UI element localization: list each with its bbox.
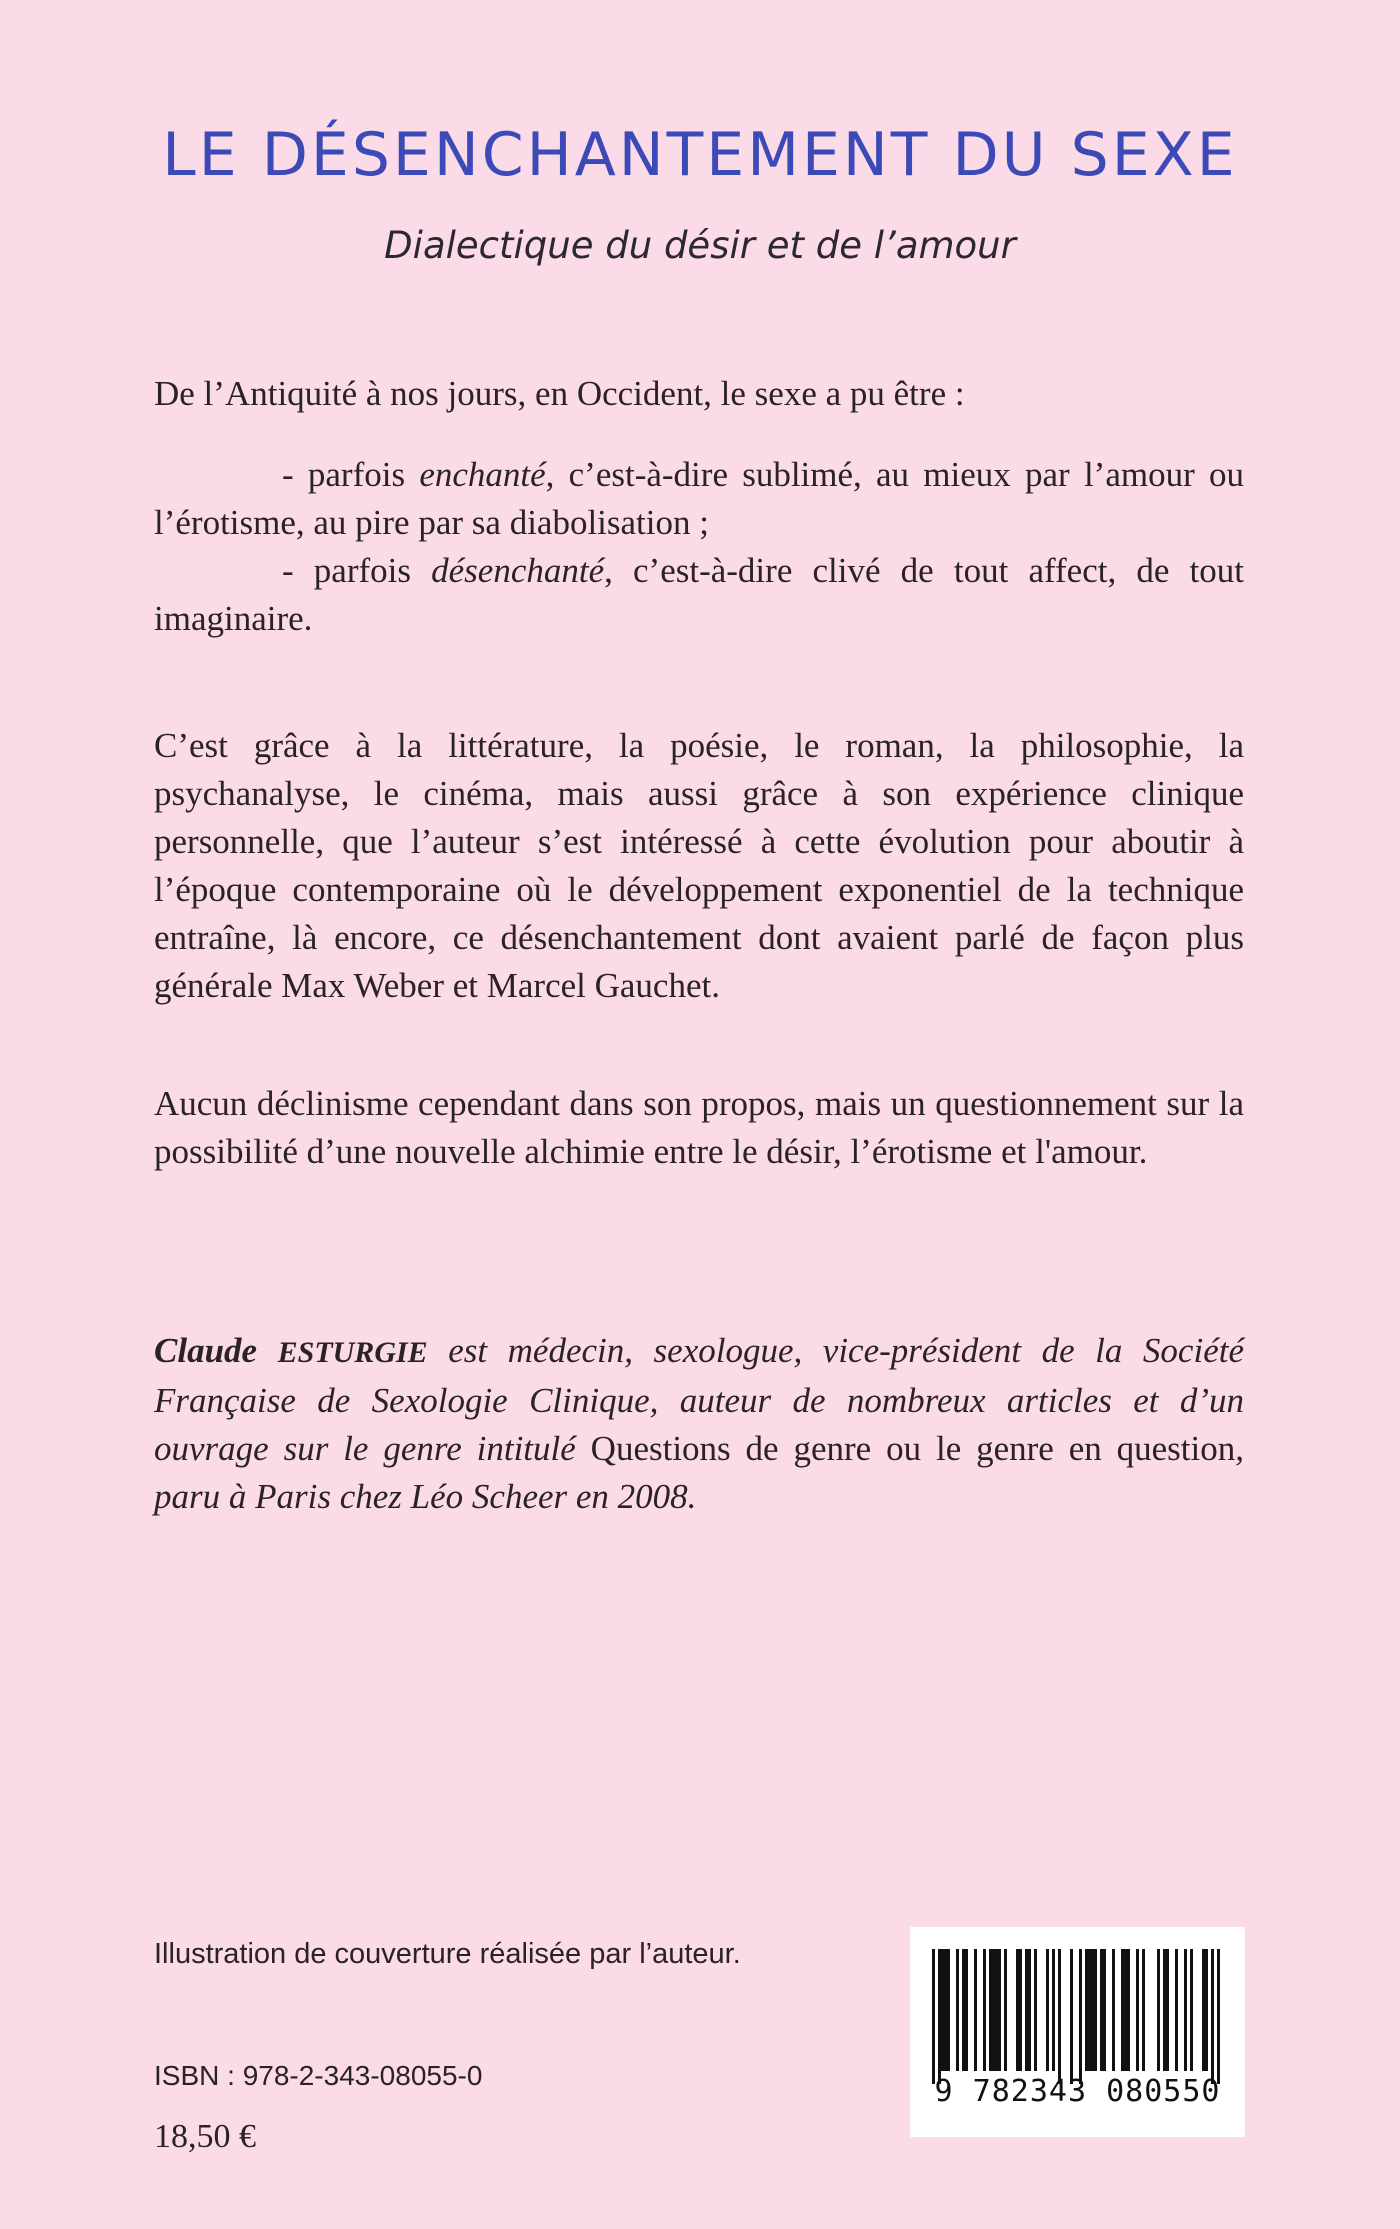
barcode-bar <box>962 1949 968 2071</box>
barcode-bar <box>1079 1949 1082 2084</box>
intro-block <box>154 370 1244 643</box>
barcode-bar <box>1058 1949 1061 2084</box>
barcode-bar <box>1016 1949 1022 2071</box>
barcode-bar <box>1121 1949 1130 2071</box>
barcode-bar <box>1034 1949 1037 2071</box>
barcode-bar <box>938 1949 941 2084</box>
barcode <box>910 1927 1245 2137</box>
barcode-bar <box>932 1949 935 2084</box>
illustration-credit: Illustration de couverture réalisée par l’auteur. <box>154 1938 741 1970</box>
barcode-bar <box>1142 1949 1145 2071</box>
barcode-bar <box>989 1949 1001 2071</box>
book-subtitle: Dialectique du désir et de l’amour <box>384 224 1016 267</box>
barcode-bar <box>983 1949 986 2071</box>
price: 18,50 € <box>154 2118 256 2155</box>
intro-lead: De l’Antiquité à nos jours, en Occident, le sexe a pu être : <box>154 374 965 413</box>
book-title: LE DÉSENCHANTEMENT DU SEXE <box>162 120 1238 190</box>
author-first-name: Claude <box>154 1331 278 1370</box>
intro-item-desenchante <box>154 547 1244 643</box>
barcode-bar <box>1046 1949 1049 2071</box>
barcode-bar <box>1085 1949 1097 2071</box>
item-text: , c’est-à-dire sublimé, au mieux par l’amour ou l’érotisme, au pire par sa diabolisation ; <box>154 455 1244 542</box>
barcode-bar <box>1157 1949 1160 2071</box>
paragraph-conclusion <box>154 1080 1244 1176</box>
barcode-bar <box>1190 1949 1193 2071</box>
barcode-bar <box>941 1949 950 2071</box>
barcode-bar <box>1112 1949 1115 2071</box>
author-bio <box>154 1327 1244 1521</box>
item-prefix: - parfois <box>282 551 432 590</box>
barcode-bar <box>1100 1949 1106 2071</box>
item-prefix: - parfois <box>282 455 420 494</box>
bio-text-part1: est médecin, sexologue, vice-président de la Société Française de Sexologie Clinique, auteur de nombreux articles et d’un ouvrage sur le genre intitulé <box>154 1331 1244 1468</box>
barcode-bar <box>974 1949 977 2071</box>
bio-text-part2: , paru à Paris chez Léo Scheer en 2008. <box>154 1429 1244 1516</box>
barcode-bar <box>956 1949 959 2071</box>
barcode-bar <box>1070 1949 1073 2084</box>
barcode-bar <box>1025 1949 1031 2071</box>
paragraph-text: C’est grâce à la littérature, la poésie, le roman, la philosophie, la psychanalyse, le cinéma, mais aussi grâce à son expérience clinique personnelle, que l’auteur s’est intéressé à cette évolution pour aboutir à l’époque contemporaine où le développement exponentiel de la technique entraîne, là encore, ce désenchantement dont avaient parlé de façon plus générale Max Weber et Marcel Gauchet. <box>154 726 1244 1005</box>
barcode-bar <box>1175 1949 1178 2071</box>
item-emphasis: enchanté <box>419 455 546 494</box>
barcode-bar <box>1136 1949 1139 2071</box>
item-emphasis: désenchanté <box>431 551 605 590</box>
bio-book-title: Questions de genre ou le genre en question <box>590 1429 1236 1468</box>
barcode-bar <box>1202 1949 1208 2071</box>
barcode-bar <box>1184 1949 1187 2071</box>
barcode-digits: 9 782343 080550 <box>934 2074 1221 2109</box>
barcode-bar <box>1052 1949 1055 2071</box>
paragraph-sources <box>154 722 1244 1010</box>
barcode-bar <box>1217 1949 1220 2084</box>
author-last-name: ESTURGIE <box>277 1336 428 1369</box>
barcode-bar <box>1211 1949 1214 2084</box>
barcode-bar <box>1163 1949 1169 2071</box>
isbn: ISBN : 978-2-343-08055-0 <box>154 2060 483 2091</box>
paragraph-text: Aucun déclinisme cependant dans son propos, mais un questionnement sur la possibilité d’une nouvelle alchimie entre le désir, l’érotisme et l'amour. <box>154 1084 1244 1171</box>
barcode-bar <box>1004 1949 1007 2071</box>
intro-item-enchante <box>154 451 1244 547</box>
item-text: , c’est-à-dire clivé de tout affect, de tout imaginaire. <box>154 551 1244 638</box>
bio-text <box>154 1327 1244 1521</box>
